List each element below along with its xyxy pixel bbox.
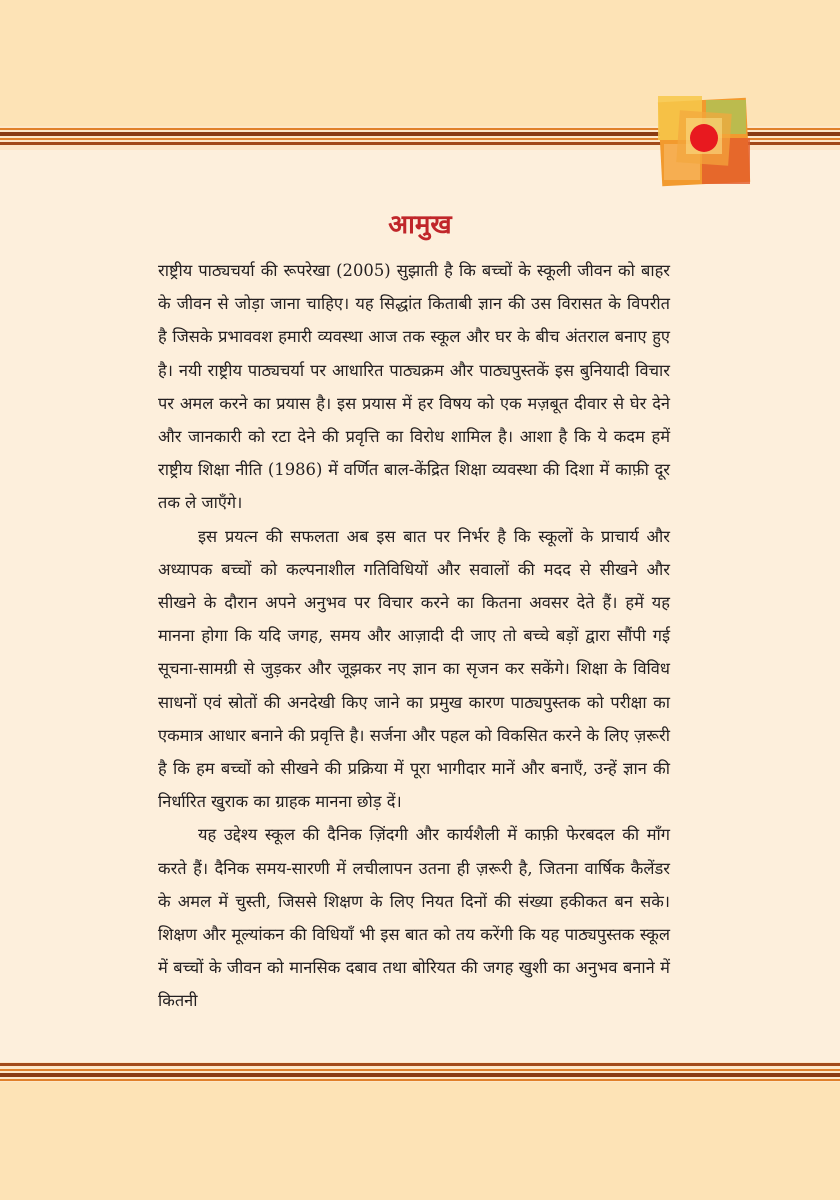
page-title: आमुख [388, 210, 452, 240]
paragraph-3: यह उद्देश्य स्कूल की दैनिक ज़िंदगी और कार्यशैली में काफ़ी फेरबदल की माँग करते हैं। दैनिक समय-सारणी में लचीलापन उतना ही ज़रूरी है, जितना वार्षिक कैलेंडर के अमल में चुस्ती, जिससे शिक्षण के लिए नियत दिनों की संख्या हकीकत बन सके। शिक्षण और मूल्यांकन की विधियाँ भी इस बात को तय करेंगी कि यह पाठ्यपुस्तक स्कूल में बच्चों के जीवन को मानसिक दबाव तथा बोरियत की जगह खुशी का अनुभव बनाने में कितनी [158, 825, 670, 1011]
corner-ornament-icon [656, 94, 754, 188]
paragraph-1: राष्ट्रीय पाठ्यचर्या की रूपरेखा (2005) सुझाती है कि बच्चों के स्कूली जीवन को बाहर के जीवन से जोड़ा जाना चाहिए। यह सिद्धांत किताबी ज्ञान की उस विरासत के विपरीत है जिसके प्रभाववश हमारी व्यवस्था आज तक स्कूल और घर के बीच अंतराल बनाए हुए है। नयी राष्ट्रीय पाठ्यचर्या पर आधारित पाठ्यक्रम और पाठ्यपुस्तकें इस बुनियादी विचार पर अमल करने का प्रयास है। इस प्रयास में हर विषय को एक मज़बूत दीवार से घेर देने और जानकारी को रटा देने की प्रवृत्ति का विरोध शामिल है। आशा है कि ये कदम हमें राष्ट्रीय शिक्षा नीति (1986) में वर्णित बाल-केंद्रित शिक्षा व्यवस्था की दिशा में काफ़ी दूर तक ले जाएँगे। [158, 261, 670, 513]
paragraph-2: इस प्रयत्न की सफलता अब इस बात पर निर्भर है कि स्कूलों के प्राचार्य और अध्यापक बच्चों को कल्पनाशील गतिविधियों और सवालों की मदद से सीखने और सीखने के दौरान अपने अनुभव पर विचार करने का कितना अवसर देते हैं। हमें यह मानना होगा कि यदि जगह, समय और आज़ादी दी जाए तो बच्चे बड़ों द्वारा सौंपी गई सूचना-सामग्री से जुड़कर और जूझकर नए ज्ञान का सृजन कर सकेंगे। शिक्षा के विविध साधनों एवं स्रोतों की अनदेखी किए जाने का प्रमुख कारण पाठ्यपुस्तक को परीक्षा का एकमात्र आधार बनाने की प्रवृत्ति है। सर्जना और पहल को विकसित करने के लिए ज़रूरी है कि हम बच्चों को सीखने की प्रक्रिया में पूरा भागीदार मानें और बनाएँ, उन्हें ज्ञान की निर्धारित खुराक का ग्राहक मानना छोड़ दें। [158, 526, 670, 812]
bottom-border [0, 1062, 840, 1084]
bottom-band [0, 1082, 840, 1200]
foreword-body [158, 254, 670, 1018]
